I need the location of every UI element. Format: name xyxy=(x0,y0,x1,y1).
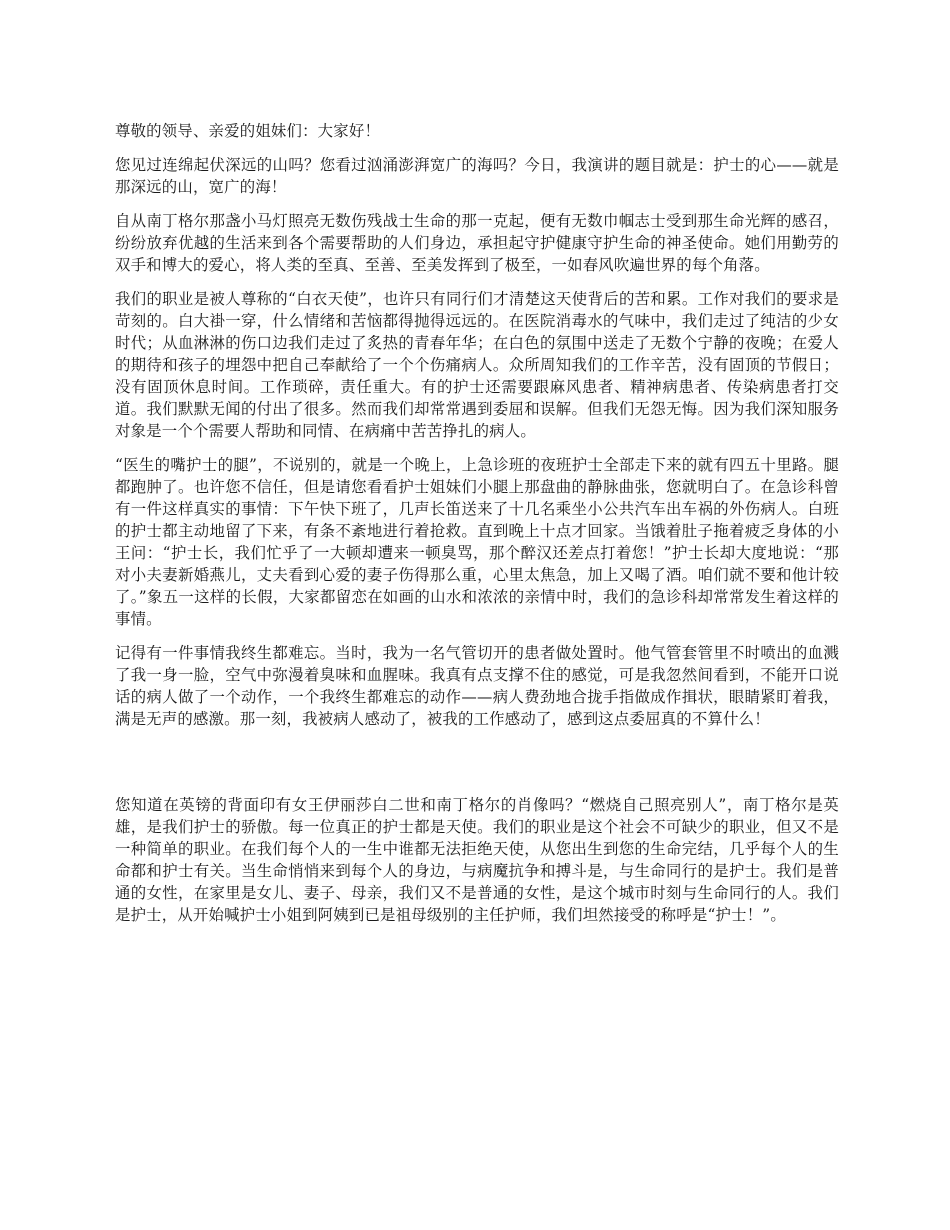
profession-paragraph: 我们的职业是被人尊称的“白衣天使”，也许只有同行们才清楚这天使背后的苦和累。工作对我们的要求是苛刻的。白大褂一穿，什么情绪和苦恼都得抛得远远的。在医院消毒水的气味中，我们走过了纯洁的少女时代；从血淋淋的伤口边我们走过了炙热的青春年华；在白色的氛围中送走了无数个宁静的夜晚；在爱人的期待和孩子的埋怨中把自己奉献给了一个个伤痛病人。众所周知我们的工作辛苦，没有固顶的节假日；没有固顶休息时间。工作琐碎，责任重大。有的护士还需要跟麻风患者、精神病患者、传染病患者打交道。我们默默无闻的付出了很多。然而我们却常常遇到委屈和误解。但我们无怨无悔。因为我们深知服务对象是一个个需要人帮助和同情、在病痛中苦苦挣扎的病人。 xyxy=(115,290,839,440)
greeting-paragraph: 尊敬的领导、亲爱的姐妹们：大家好！ xyxy=(115,122,381,140)
intro-paragraph: 您见过连绵起伏深远的山吗？您看过汹涌澎湃宽广的海吗？今日，我演讲的题目就是：护士的心——就是那深远的山，宽广的海！ xyxy=(115,156,839,196)
nightingale-paragraph: 自从南丁格尔那盏小马灯照亮无数伤残战士生命的那一克起，便有无数巾帼志士受到那生命光辉的感召，纷纷放弃优越的生活来到各个需要帮助的人们身边，承担起守护健康守护生命的神圣使命。她们用勤劳的双手和博大的爱心，将人类的至真、至善、至美发挥到了极至，一如春风吹遍世界的每个角落。 xyxy=(115,212,839,274)
emergency-paragraph: “医生的嘴护士的腿”，不说别的，就是一个晚上，上急诊班的夜班护士全部走下来的就有四五十里路。腿都跑肿了。也许您不信任，但是请您看看护士姐妹们小腿上那盘曲的静脉曲张，您就明白了。在急诊科曾有一件这样真实的事情：下午快下班了，几声长笛送来了十几名乘坐小公共汽车出车祸的外伤病人。白班的护士都主动地留了下来，有条不紊地进行着抢救。直到晚上十点才回家。当饿着肚子拖着疲乏身体的小王问：“护士长，我们忙乎了一大顿却遭来一顿臭骂，那个醉汉还差点打着您！”护士长却大度地说：“那对小夫妻新婚燕儿，丈夫看到心爱的妻子伤得那么重，心里太焦急，加上又喝了酒。咱们就不要和他计较了。”象五一这样的长假，大家都留恋在如画的山水和浓浓的亲情中时，我们的急诊科却常常发生着这样的事情。 xyxy=(115,456,839,628)
paragraph-spacer xyxy=(115,742,839,794)
document-body xyxy=(115,120,839,938)
closing-paragraph: 您知道在英镑的背面印有女王伊丽莎白二世和南丁格尔的肖像吗？“燃烧自己照亮别人”，南丁格尔是英雄，是我们护士的骄傲。每一位真正的护士都是天使。我们的职业是这个社会不可缺少的职业，但又不是一种简单的职业。在我们每个人的一生中谁都无法拒绝天使，从您出生到您的生命完结，几乎每个人的生命都和护士有关。当生命悄悄来到每个人的身边，与病魔抗争和搏斗是，与生命同行的是护士。我们是普通的女性，在家里是女儿、妻子、母亲，我们又不是普通的女性，是这个城市时刻与生命同行的人。我们是护士，从开始喊护士小姐到阿姨到已是祖母级别的主任护师，我们坦然接受的称呼是“护士！”。 xyxy=(115,796,839,924)
memory-paragraph: 记得有一件事情我终生都难忘。当时，我为一名气管切开的患者做处置时。他气管套管里不时喷出的血溅了我一身一脸，空气中弥漫着臭味和血腥味。我真有点支撑不住的感觉，可是我忽然间看到，不能开口说话的病人做了一个动作，一个我终生都难忘的动作——病人费劲地合拢手指做成作揖状，眼睛紧盯着我，满是无声的感激。那一刻，我被病人感动了，被我的工作感动了，感到这点委屈真的不算什么！ xyxy=(115,644,839,728)
